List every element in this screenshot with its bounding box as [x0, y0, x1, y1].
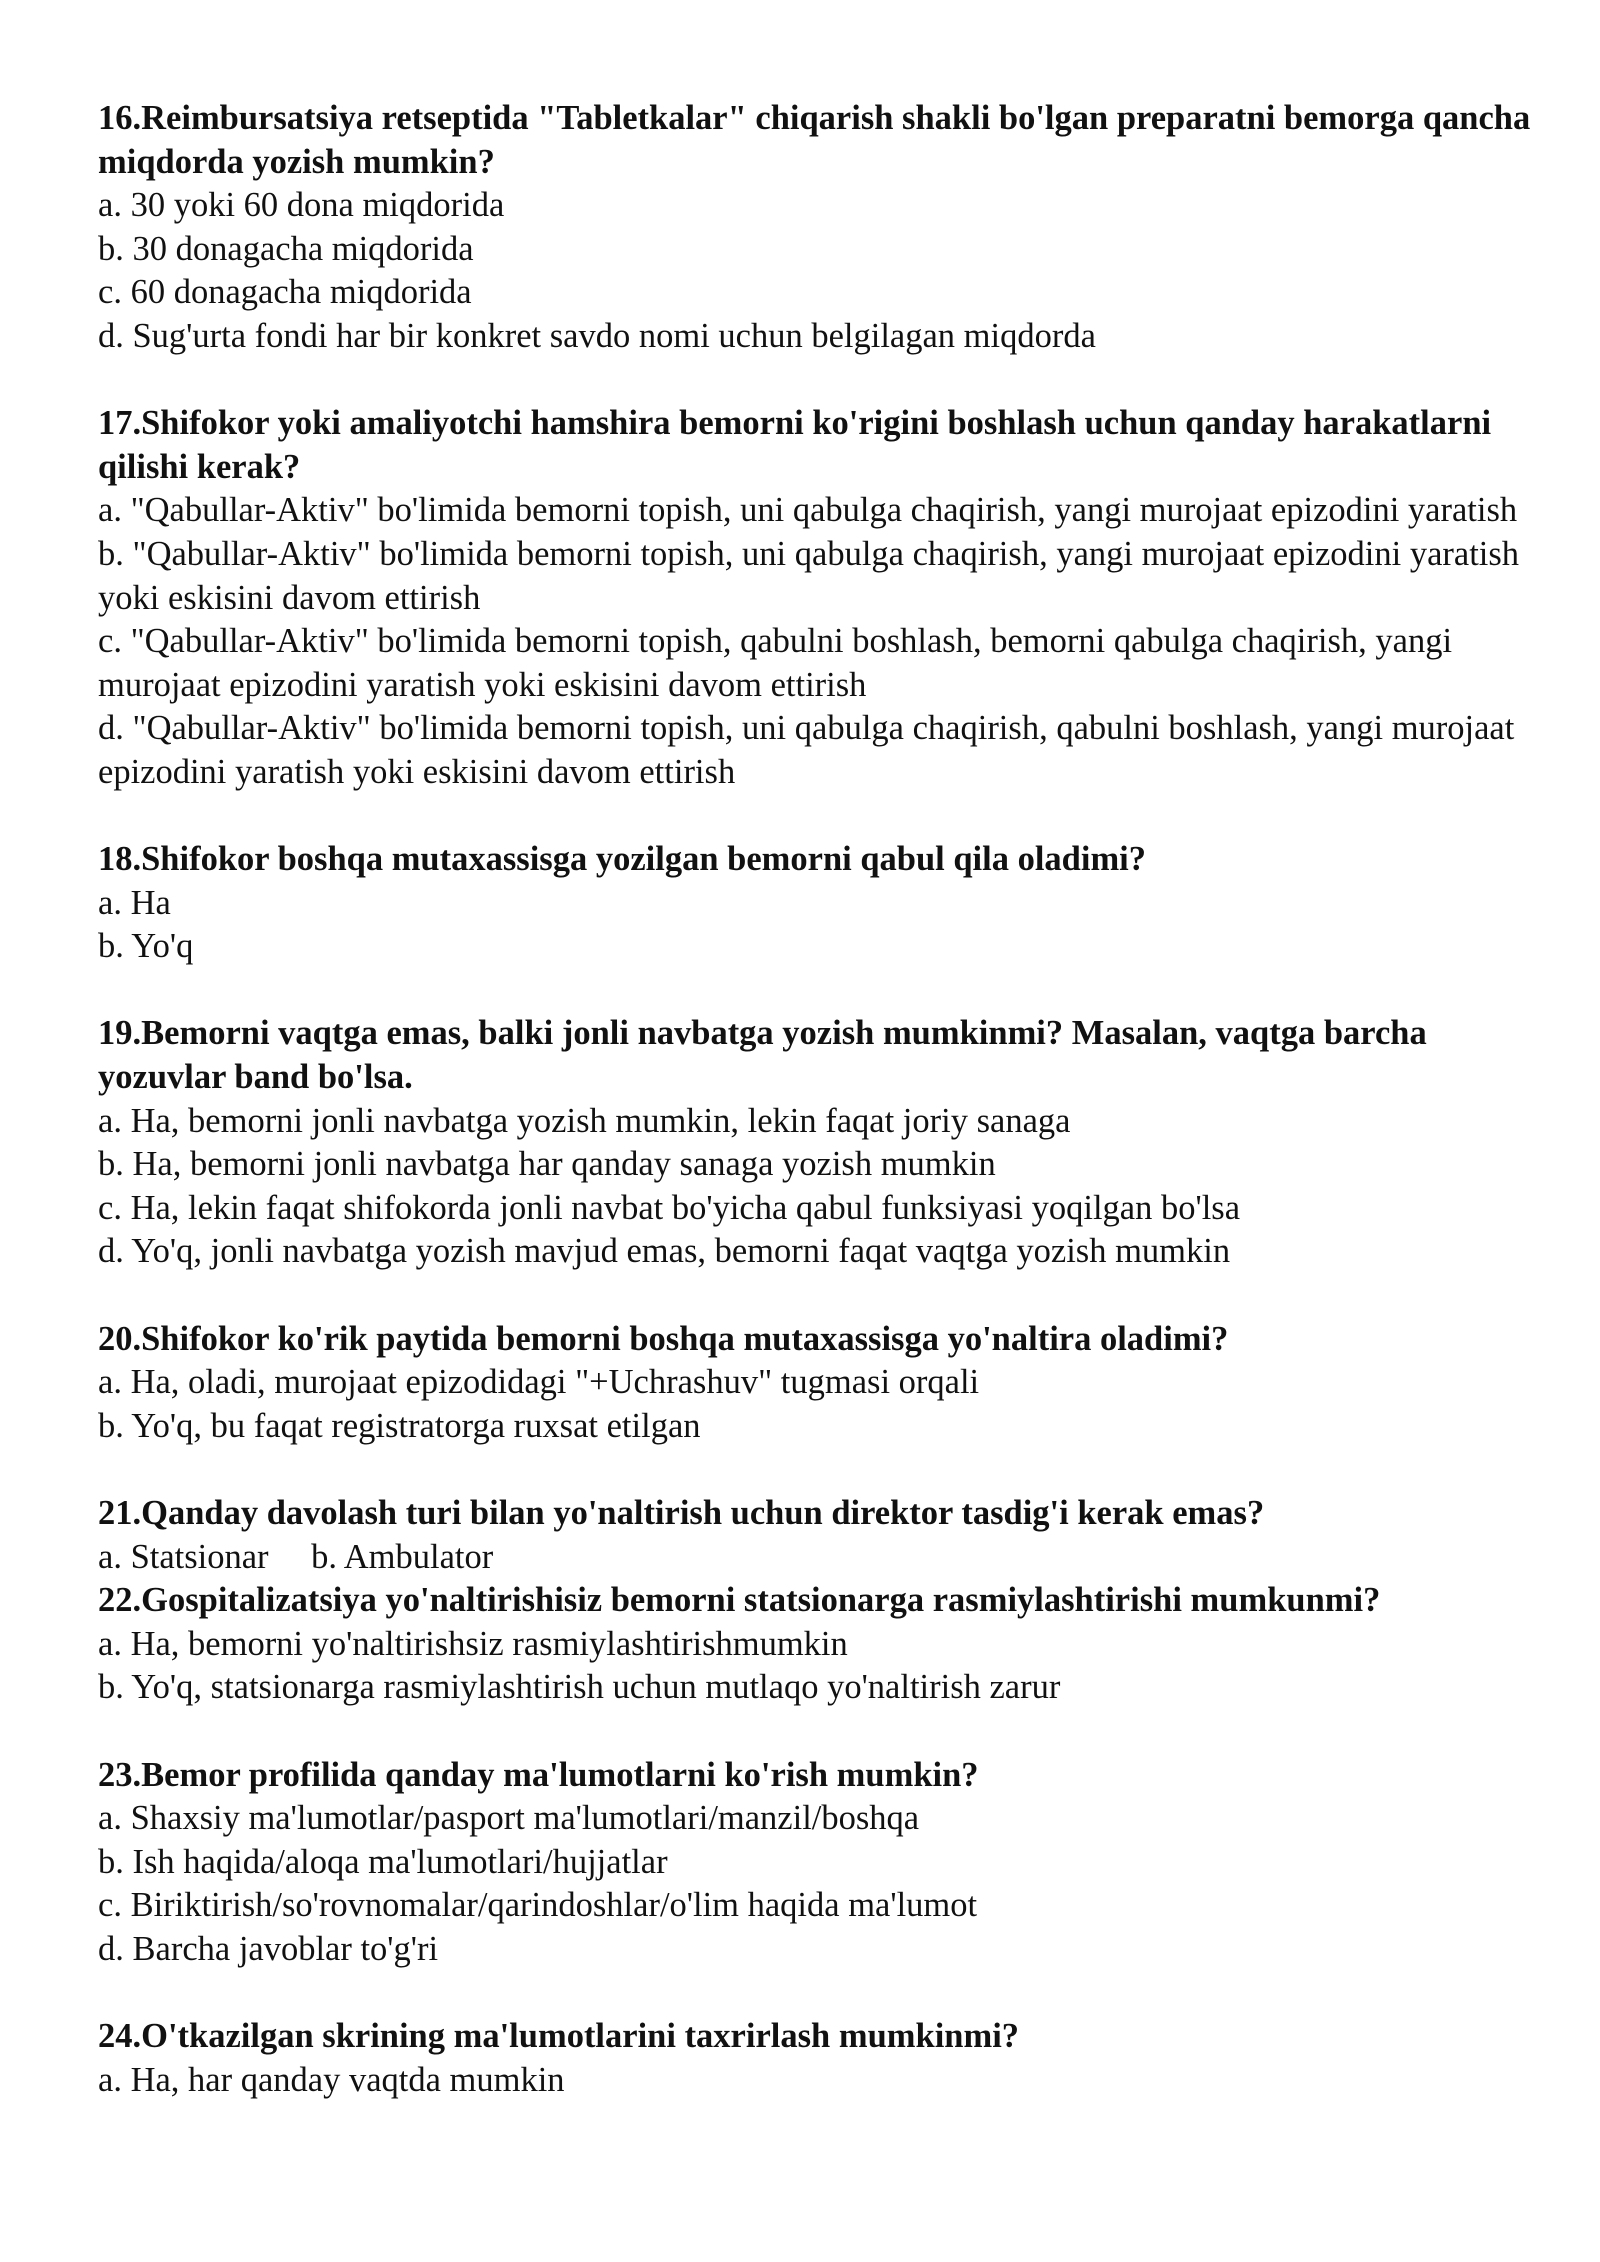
answer-option: c. 60 donagacha miqdorida: [98, 273, 472, 312]
answer-option: b. Ha, bemorni jonli navbatga har qanday sanaga yozish mumkin: [98, 1145, 996, 1184]
answer-option: d. Yo'q, jonli navbatga yozish mavjud emas, bemorni faqat vaqtga yozish mumkin: [98, 1232, 1231, 1271]
question-16: [98, 97, 1538, 359]
answer-option: b. Yo'q, statsionarga rasmiylashtirish uchun mutlaqo yo'naltirish zarur: [98, 1668, 1061, 1707]
answer-option: b. Yo'q, bu faqat registratorga ruxsat etilgan: [98, 1406, 701, 1445]
answer-option: a. Ha: [98, 883, 171, 922]
answer-option: b. "Qabullar-Aktiv" bo'limida bemorni topish, uni qabulga chaqirish, yangi murojaat epizodini yaratish yoki eskisini davom ettirish: [98, 534, 1520, 617]
question-title: 17.Shifokor yoki amaliyotchi hamshira bemorni ko'rigini boshlash uchun qanday harakatlarni qilishi kerak?: [98, 404, 1492, 486]
answer-option: b. Yo'q: [98, 927, 194, 966]
answer-option: d. Barcha javoblar to'g'ri: [98, 1929, 439, 1968]
answer-option: a. "Qabullar-Aktiv" bo'limida bemorni topish, uni qabulga chaqirish, yangi murojaat epizodini yaratish: [98, 491, 1518, 530]
question-19: [98, 1012, 1538, 1274]
answer-option: b. 30 donagacha miqdorida: [98, 229, 474, 268]
answer-option: c. "Qabullar-Aktiv" bo'limida bemorni topish, qabulni boshlash, bemorni qabulga chaqirish, yangi murojaat epizodini yaratish yoki eskisini davom ettirish: [98, 622, 1453, 704]
question-title: 16.Reimbursatsiya retseptida "Tabletkalar" chiqarish shakli bo'lgan preparatni bemorga qancha miqdorda yozish mumkin?: [98, 99, 1531, 181]
answer-option: a. Shaxsiy ma'lumotlar/pasport ma'lumotlari/manzil/boshqa: [98, 1799, 920, 1838]
answer-option: b. Ambulator: [311, 1537, 494, 1576]
question-title: 19.Bemorni vaqtga emas, balki jonli navbatga yozish mumkinmi? Masalan, vaqtga barcha yozuvlar band bo'lsa.: [98, 1014, 1427, 1097]
answer-option: b. Ish haqida/aloqa ma'lumotlari/hujjatlar: [98, 1842, 668, 1881]
question-title: 24.O'tkazilgan skrining ma'lumotlarini taxrirlash mumkinmi?: [98, 2017, 1020, 2056]
answer-options-row: [98, 1536, 1538, 1580]
question-18: [98, 838, 1538, 969]
answer-option: a. Ha, har qanday vaqtda mumkin: [98, 2060, 565, 2099]
question-22: [98, 1579, 1538, 1710]
answer-option: a. 30 yoki 60 dona miqdorida: [98, 186, 505, 225]
answer-option: a. Statsionar: [98, 1537, 269, 1576]
answer-option: c. Biriktirish/so'rovnomalar/qarindoshlar/o'lim haqida ma'lumot: [98, 1886, 978, 1925]
question-23: [98, 1754, 1538, 1972]
answer-option: a. Ha, bemorni yo'naltirishsiz rasmiylashtirishmumkin: [98, 1624, 848, 1663]
answer-option: d. "Qabullar-Aktiv" bo'limida bemorni topish, uni qabulga chaqirish, qabulni boshlash, yangi murojaat epizodini yaratish yoki eskisini davom ettirish: [98, 709, 1515, 791]
answer-option: d. Sug'urta fondi har bir konkret savdo nomi uchun belgilagan miqdorda: [98, 316, 1096, 355]
question-title: 18.Shifokor boshqa mutaxassisga yozilgan bemorni qabul qila oladimi?: [98, 840, 1147, 879]
question-21: [98, 1492, 1538, 1579]
question-17: [98, 402, 1538, 794]
answer-option: a. Ha, oladi, murojaat epizodidagi "+Uchrashuv" tugmasi orqali: [98, 1363, 980, 1402]
question-20: [98, 1318, 1538, 1449]
answer-option: c. Ha, lekin faqat shifokorda jonli navbat bo'yicha qabul funksiyasi yoqilgan bo'lsa: [98, 1188, 1241, 1227]
answer-option: a. Ha, bemorni jonli navbatga yozish mumkin, lekin faqat joriy sanaga: [98, 1101, 1071, 1140]
question-title: 23.Bemor profilida qanday ma'lumotlarni ko'rish mumkin?: [98, 1755, 979, 1794]
question-24: [98, 2015, 1538, 2102]
question-title: 21.Qanday davolash turi bilan yo'naltirish uchun direktor tasdig'i kerak emas?: [98, 1494, 1265, 1532]
question-title: 22.Gospitalizatsiya yo'naltirishisiz bemorni statsionarga rasmiylashtirishi mumkunmi?: [98, 1581, 1381, 1620]
document-page: [98, 97, 1538, 2102]
question-title: 20.Shifokor ko'rik paytida bemorni boshqa mutaxassisga yo'naltira oladimi?: [98, 1319, 1229, 1358]
